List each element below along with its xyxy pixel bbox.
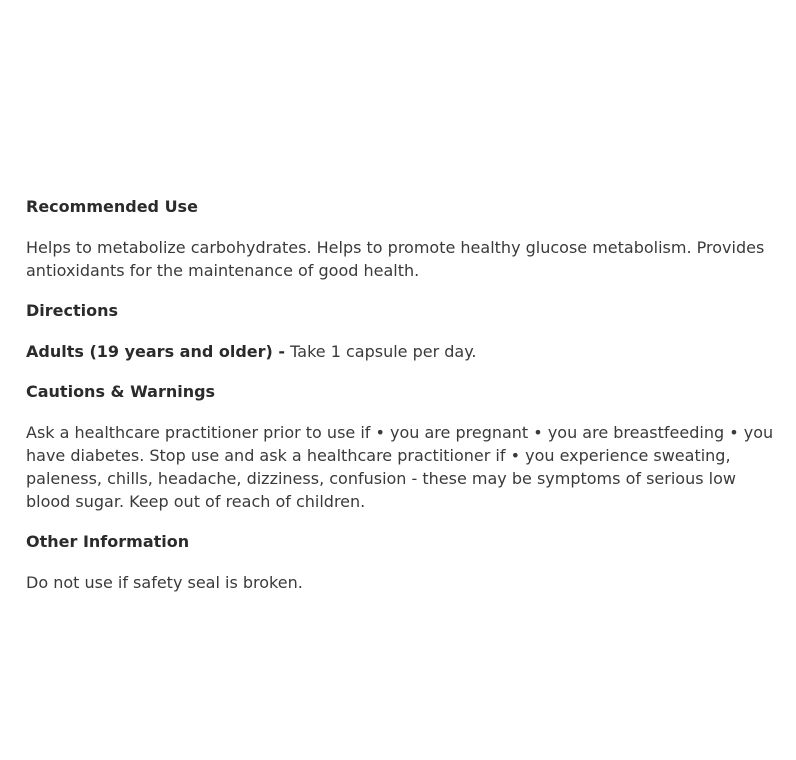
directions-dosage-text: Take 1 capsule per day. — [285, 342, 477, 361]
other-information-text: Do not use if safety seal is broken. — [26, 573, 303, 592]
directions-dosage-label: Adults (19 years and older) - — [26, 342, 286, 361]
cautions-heading: Cautions & Warnings — [26, 382, 216, 401]
product-info-content — [26, 196, 778, 612]
directions-heading: Directions — [26, 301, 119, 320]
other-information-heading: Other Information — [26, 532, 190, 551]
directions-text — [26, 340, 778, 363]
cautions-text: Ask a healthcare practitioner prior to use if • you are pregnant • you are breastfeeding • you have diabetes. Stop use and ask a healthcare practitioner if • you experience sweating, paleness, chills, headache, dizziness, confusion - these may be symptoms of serious low blood sugar. Keep out of reach of children. — [26, 423, 774, 511]
recommended-use-heading: Recommended Use — [26, 197, 198, 216]
recommended-use-text: Helps to metabolize carbohydrates. Helps to promote healthy glucose metabolism. Provides antioxidants for the maintenance of good health. — [26, 238, 765, 280]
